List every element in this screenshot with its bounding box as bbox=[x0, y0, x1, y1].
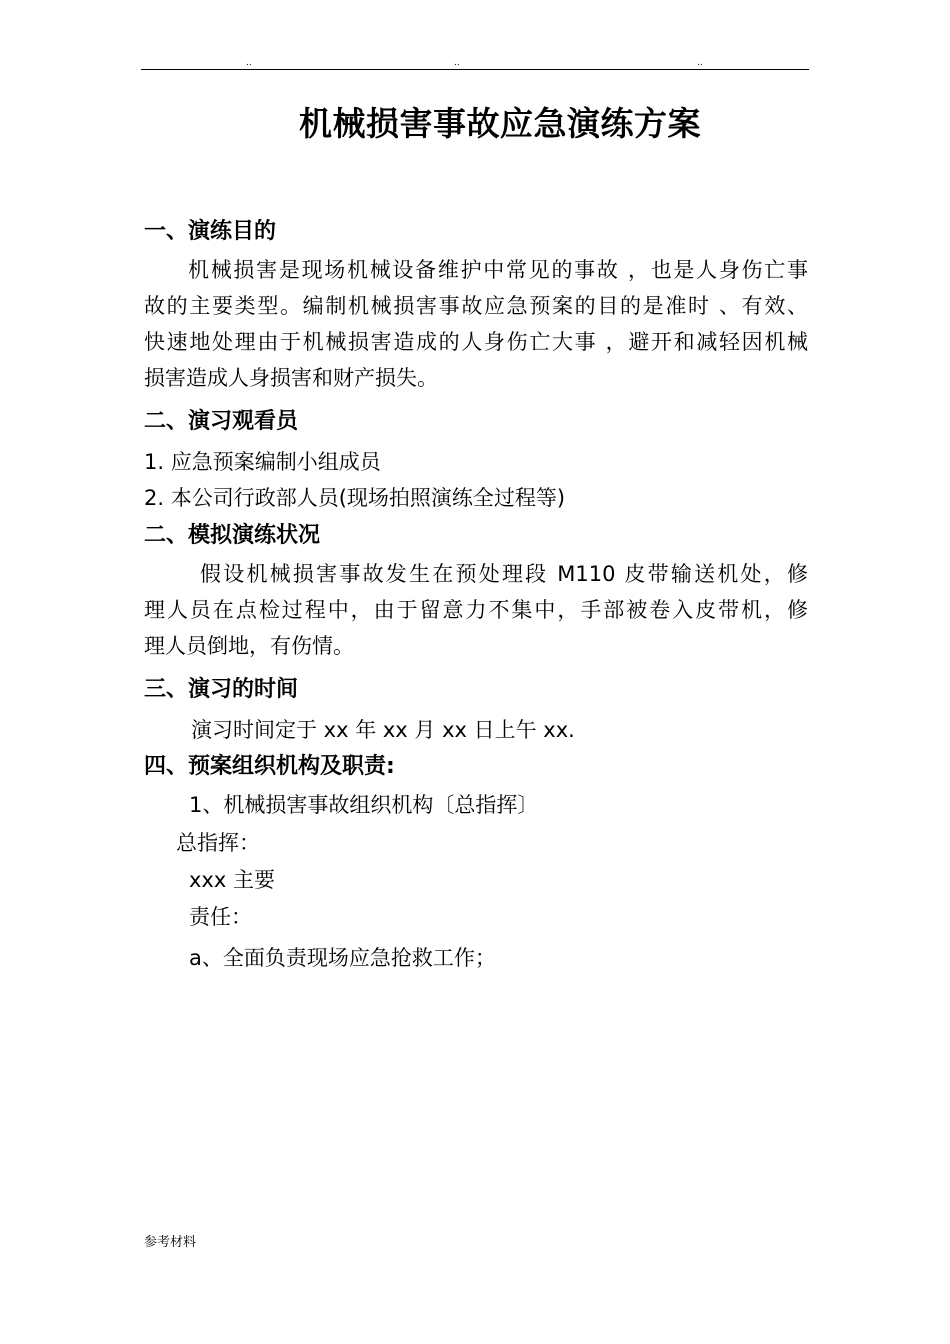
duty-item-a: a、全面负责现场应急抢救工作； bbox=[189, 946, 496, 970]
purpose-paragraph bbox=[144, 252, 808, 396]
section-heading-observers: 二、演习观看员 bbox=[144, 409, 299, 434]
commander-label: 总指挥： bbox=[176, 831, 260, 855]
header-mark-right: .. bbox=[697, 58, 703, 68]
scenario-paragraph bbox=[144, 556, 808, 664]
paragraph-line: 快速地处理由于机械损害造成的人身伤亡大事 ，避开和减轻因机械 bbox=[144, 330, 808, 354]
observer-item: 2. 本公司行政部人员(现场拍照演练全过程等) bbox=[144, 486, 566, 510]
paragraph-line: 故的主要类型。编制机械损害事故应急预案的目的是准时 、有效、 bbox=[144, 294, 808, 318]
header-mark-left: .. bbox=[246, 58, 252, 68]
document-title: 机械损害事故应急演练方案 bbox=[299, 104, 701, 143]
header-mark-center: .. bbox=[454, 58, 460, 68]
page-header-marks bbox=[0, 58, 950, 68]
paragraph-line: 理人员在点检过程中，由于留意力不集中，手部被卷入皮带机，修 bbox=[144, 598, 808, 622]
paragraph-line: 机械损害是现场机械设备维护中常见的事故 ，也是人身伤亡事 bbox=[188, 258, 808, 282]
page-footer: 参考材料 bbox=[144, 1235, 197, 1250]
header-rule bbox=[141, 69, 809, 70]
section-heading-organization: 四、预案组织机构及职责: bbox=[144, 754, 395, 779]
section-heading-scenario: 二、模拟演练状况 bbox=[144, 523, 321, 548]
paragraph-line: 损害造成人身损害和财产损失。 bbox=[144, 366, 438, 390]
organization-subheading: 1、机械损害事故组织机构〔总指挥〕 bbox=[189, 793, 539, 817]
observer-item: 1. 应急预案编制小组成员 bbox=[144, 450, 381, 474]
paragraph-line: 理人员倒地，有伤情。 bbox=[144, 634, 354, 658]
drill-time-text: 演习时间定于 xx 年 xx 月 xx 日上午 xx. bbox=[191, 718, 575, 742]
paragraph-line: 假设机械损害事故发生在预处理段 M110 皮带输送机处，修 bbox=[200, 562, 808, 586]
duty-label: 责任： bbox=[189, 905, 252, 929]
section-heading-time: 三、演习的时间 bbox=[144, 677, 299, 702]
section-heading-purpose: 一、演练目的 bbox=[144, 219, 277, 244]
commander-name: xxx 主要 bbox=[189, 868, 275, 892]
